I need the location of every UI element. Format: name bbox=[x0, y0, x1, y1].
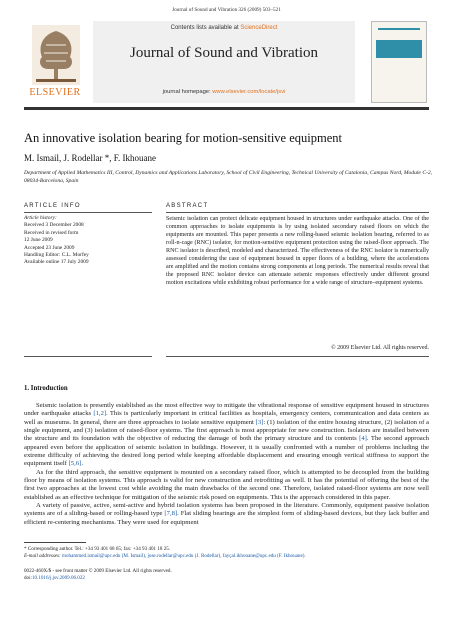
cover-stripe bbox=[378, 28, 420, 30]
cover-band bbox=[376, 40, 422, 58]
paragraph-text: . The second approach appeared even before the application of seismic isolation in buildings. However, it is usually confronted with a number of problems including the extreme difficulty of achieving the desired long period while keeping affordable displacement and ensuring enough vertical stiffness to support the equipment itself bbox=[24, 435, 429, 468]
divider bbox=[166, 356, 429, 357]
contents-line bbox=[93, 25, 355, 31]
banner-divider bbox=[24, 107, 429, 110]
footnotes bbox=[24, 546, 434, 560]
citation-link[interactable]: [4] bbox=[359, 435, 367, 443]
paragraph: As for the third approach, the sensitive equipment is mounted on a secondary raised floor, which is attempted to be decoupled from the building floor by means of isolation systems. This approach is valid for new construction and retrofitting as well. It has the potential of offering the best of the first two approaches at the lowest cost while avoiding the main drawbacks of the second one. Therefore, isolated raised-floor systems are now well established as an effective technique for mitigation of the seismic risk posed on equipments. This is the approach considered in this paper. bbox=[24, 468, 429, 501]
paragraph-text: . bbox=[81, 460, 84, 468]
history-line: Accepted 23 June 2009 bbox=[24, 244, 75, 251]
divider bbox=[24, 212, 152, 213]
paragraph-text: Seismic isolation is presently established as the most effective way to mitigate the vibrational response of sensitive equipment housed in structures under earthquake attacks bbox=[24, 402, 429, 418]
footnote-divider bbox=[24, 542, 86, 543]
citation-link[interactable]: [1,2] bbox=[93, 410, 107, 418]
article-history bbox=[24, 215, 152, 267]
corresponding-author-note: * Corresponding author. Tel.: +34 93 401 68 65; fax: +34 93 401 18 25. bbox=[24, 546, 171, 552]
contents-prefix: Contents lists available at bbox=[170, 25, 241, 31]
homepage-link[interactable]: www.elsevier.com/locate/jsvi bbox=[212, 89, 286, 95]
history-line: Received 3 December 2008 bbox=[24, 222, 84, 229]
doi-prefix: doi: bbox=[24, 575, 32, 582]
history-label: Article history: bbox=[24, 215, 57, 221]
history-line: Available online 17 July 2009 bbox=[24, 259, 89, 266]
issn-line: 0022-460X/$ - see front matter © 2009 Elsevier Ltd. All rights reserved. bbox=[24, 568, 172, 574]
author-list: M. Ismail, J. Rodellar *, F. Ikhouane bbox=[24, 153, 157, 163]
abstract-heading: ABSTRACT bbox=[166, 203, 209, 209]
abstract-text: Seismic isolation can protect delicate equipment housed in structures under earthquake attacks. One of the common approaches to isolate equipments is by using isolated secondary raised floors on which the equipments are mounted. This paper presents a new rolling-based seismic isolation bearing, referred to as roll-n-cage (RNC) isolator, for motion-sensitive equipment protection using the raised-floor approach. The RNC isolator is described, modeled and characterized. The effectiveness of the RNC isolator is numerically assessed considering the case of equipment housed in upper floors of a building, where the accelerations are amplified and the motion contains strong components at long periods. The numerical results reveal that the proposed RNC isolator device can attenuate seismic responses effectively under different ground motion excitations while exhibiting robust performance for a wide range of structure–equipment systems. bbox=[166, 216, 429, 287]
divider bbox=[166, 212, 429, 213]
email-label: E-mail addresses: bbox=[24, 553, 63, 560]
citation-link[interactable]: [3] bbox=[255, 418, 264, 426]
copyright-line: © 2009 Elsevier Ltd. All rights reserved. bbox=[331, 345, 429, 351]
paragraph-text: A variety of passive, active, semi-active and hybrid isolation systems has been proposed in the literature. Commonly, equipment passive isolation systems are of a sliding-based or rolling-based type bbox=[24, 502, 429, 518]
journal-cover-image bbox=[371, 21, 427, 103]
running-head: Journal of Sound and Vibration 326 (2009) 503–521 bbox=[172, 7, 281, 13]
homepage-line bbox=[93, 89, 355, 95]
section-heading: 1. Introduction bbox=[24, 385, 68, 392]
article-info-heading: ARTICLE INFO bbox=[24, 203, 81, 209]
history-line: Handling Editor: C.L. Morfey bbox=[24, 252, 89, 259]
email-links[interactable]: mohammed.ismail@upc.edu (M. Ismail), jose.rodellar@upc.edu (J. Rodellar), fayçal.ikhouane@upc.edu (F. Ikhouane). bbox=[62, 553, 306, 560]
history-line: Received in revised form bbox=[24, 229, 79, 236]
citation-link[interactable]: [5,6] bbox=[68, 460, 82, 468]
doi-link[interactable]: 10.1016/j.jsv.2009.06.022 bbox=[31, 575, 85, 582]
affiliation: Department of Applied Mathematics III, Control, Dynamics and Applications Laboratory, School of Civil Engineering, Technical University of Catalonia, Campus Nord, Module C-2, 08034-Barcelona, Spain bbox=[24, 170, 433, 184]
paragraph-text: . This is particularly important in critical facilities as hospitals, emergency centers, communication and data centers as well as museums. In general, there are three approaches to isolate sensitive equipment bbox=[24, 410, 429, 426]
sciencedirect-link[interactable]: ScienceDirect bbox=[240, 25, 278, 31]
front-matter bbox=[24, 568, 324, 582]
elsevier-tree-icon bbox=[32, 25, 80, 85]
paragraph-text: . Flat sliding bearings are the simplest form of sliding-based devices, but they lack buffer and efficient re-centering mechanisms. They were used for equipment bbox=[24, 510, 430, 526]
history-line: 12 June 2009 bbox=[24, 237, 53, 244]
article-title: An innovative isolation bearing for motion-sensitive equipment bbox=[24, 131, 342, 145]
body-text bbox=[24, 402, 429, 527]
elsevier-wordmark: ELSEVIER bbox=[29, 87, 81, 98]
paragraph bbox=[24, 502, 429, 527]
elsevier-logo bbox=[24, 25, 86, 102]
doi-line bbox=[24, 575, 324, 582]
email-line bbox=[24, 553, 434, 560]
homepage-prefix: journal homepage: bbox=[162, 89, 213, 95]
paragraph-text: : (1) isolation of the entire housing structure, (2) isolation of a single equipment, and (3) isolation of raised-floor systems. The first approach is most appropriate for new construction. Isolators are installed between the structure and its foundation with the objective of reducing the damage of both the primary structure and its contents bbox=[24, 418, 429, 443]
citation-link[interactable]: [7,8] bbox=[164, 510, 178, 518]
journal-title: Journal of Sound and Vibration bbox=[130, 45, 318, 61]
journal-banner bbox=[93, 21, 355, 103]
paragraph bbox=[24, 402, 429, 469]
divider bbox=[24, 356, 152, 357]
